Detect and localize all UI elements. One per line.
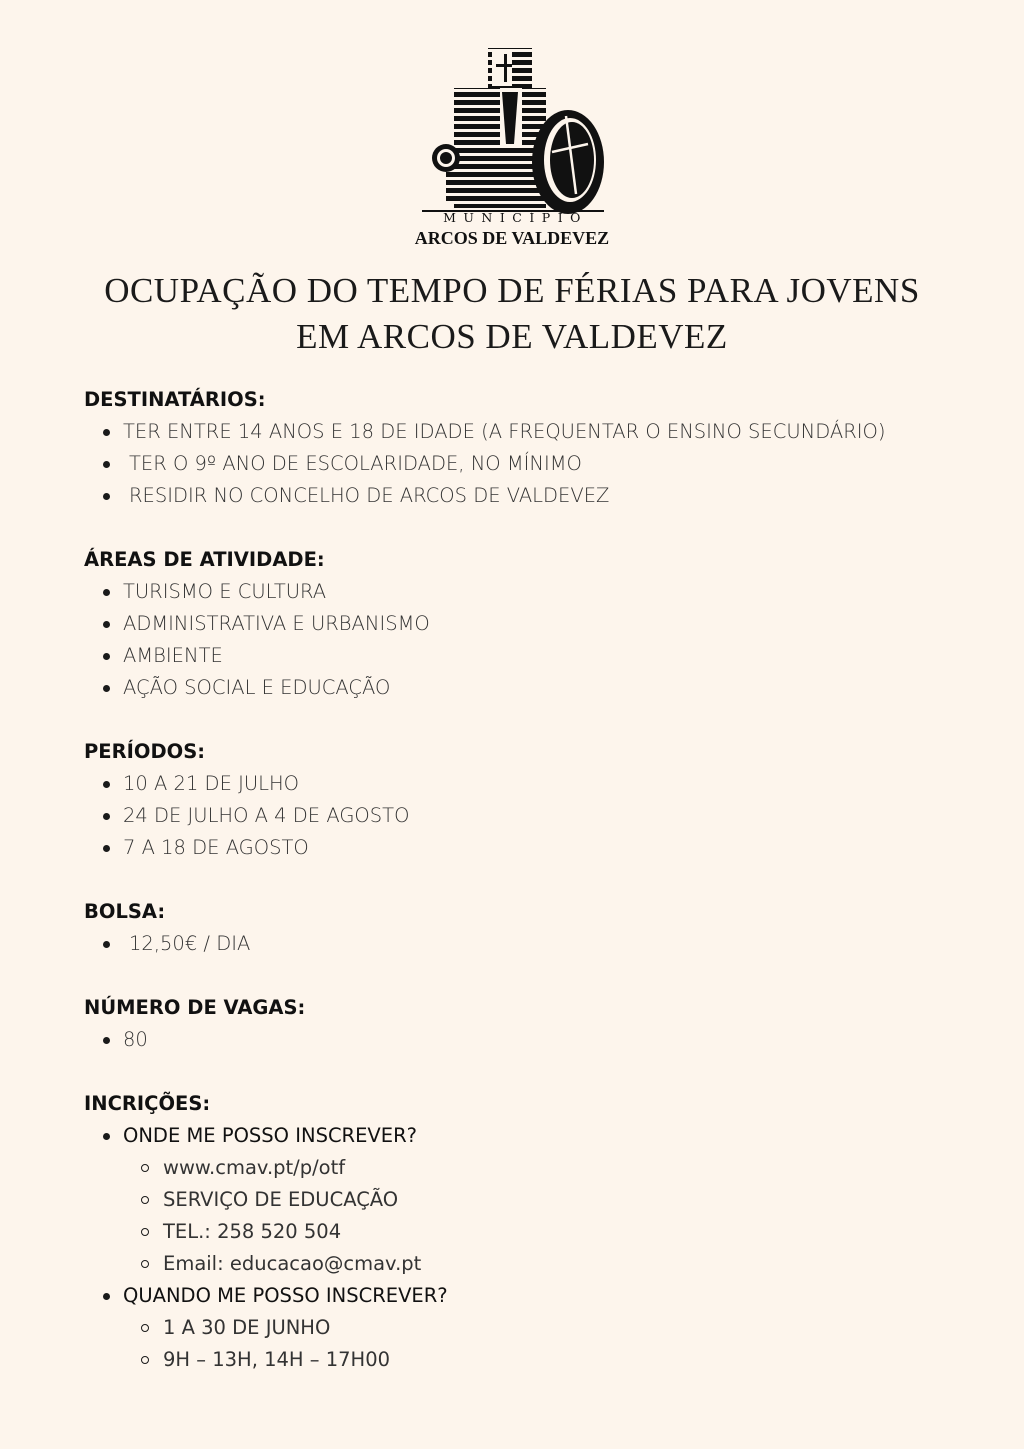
list-item [84, 1120, 984, 1152]
title-line-1: OCUPAÇÃO DO TEMPO DE FÉRIAS PARA JOVENS [104, 271, 920, 310]
section-heading: INCRIÇÕES: [84, 1092, 211, 1115]
list-item: AMBIENTE [84, 640, 984, 672]
list-item: 12,50€ / DIA [84, 928, 984, 960]
list-item: TEL.: 258 520 504 [84, 1216, 984, 1248]
list-item: Email: educacao@cmav.pt [84, 1248, 984, 1280]
section-heading: BOLSA: [84, 900, 166, 923]
list-item: TER ENTRE 14 ANOS E 18 DE IDADE (A FREQUENTAR O ENSINO SECUNDÁRIO) [84, 416, 984, 448]
page-title [40, 268, 984, 360]
list-item: RESIDIR NO CONCELHO DE ARCOS DE VALDEVEZ [84, 480, 984, 512]
list-item: SERVIÇO DE EDUCAÇÃO [84, 1184, 984, 1216]
municipality-logo [410, 44, 614, 250]
info-content [84, 384, 984, 1376]
title-line-2: EM ARCOS DE VALDEVEZ [296, 317, 728, 356]
section-inscricoes [84, 1088, 984, 1376]
periodos-list [84, 768, 984, 864]
list-item: 9H – 13H, 14H – 17H00 [84, 1344, 984, 1376]
section-heading: ÁREAS DE ATIVIDADE: [84, 548, 325, 571]
list-item: 7 A 18 DE AGOSTO [84, 832, 984, 864]
list-item: AÇÃO SOCIAL E EDUCAÇÃO [84, 672, 984, 704]
onde-label: ONDE ME POSSO INSCREVER? [123, 1124, 417, 1147]
bolsa-list [84, 928, 984, 960]
section-periodos [84, 736, 984, 864]
list-item: 10 A 21 DE JULHO [84, 768, 984, 800]
section-heading: NÚMERO DE VAGAS: [84, 996, 306, 1019]
destinatarios-list [84, 416, 984, 512]
section-destinatarios [84, 384, 984, 512]
section-vagas [84, 992, 984, 1056]
list-item: TURISMO E CULTURA [84, 576, 984, 608]
vagas-list [84, 1024, 984, 1056]
quando-label: QUANDO ME POSSO INSCREVER? [123, 1284, 448, 1307]
section-heading: DESTINATÁRIOS: [84, 388, 266, 411]
list-item: www.cmav.pt/p/otf [84, 1152, 984, 1184]
list-item: 80 [84, 1024, 984, 1056]
list-item: TER O 9º ANO DE ESCOLARIDADE, NO MÍNIMO [84, 448, 984, 480]
section-areas [84, 544, 984, 704]
areas-list [84, 576, 984, 704]
section-heading: PERÍODOS: [84, 740, 206, 763]
coat-of-arms-emblem [410, 44, 614, 214]
list-item: 1 A 30 DE JUNHO [84, 1312, 984, 1344]
list-item: 24 DE JULHO A 4 DE AGOSTO [84, 800, 984, 832]
logo-municipio-text: MUNICÍPIO [443, 210, 588, 225]
list-item: ADMINISTRATIVA E URBANISMO [84, 608, 984, 640]
inscricoes-list [84, 1120, 984, 1376]
section-bolsa [84, 896, 984, 960]
logo-town-name: ARCOS DE VALDEVEZ [414, 228, 610, 248]
list-item [84, 1280, 984, 1312]
